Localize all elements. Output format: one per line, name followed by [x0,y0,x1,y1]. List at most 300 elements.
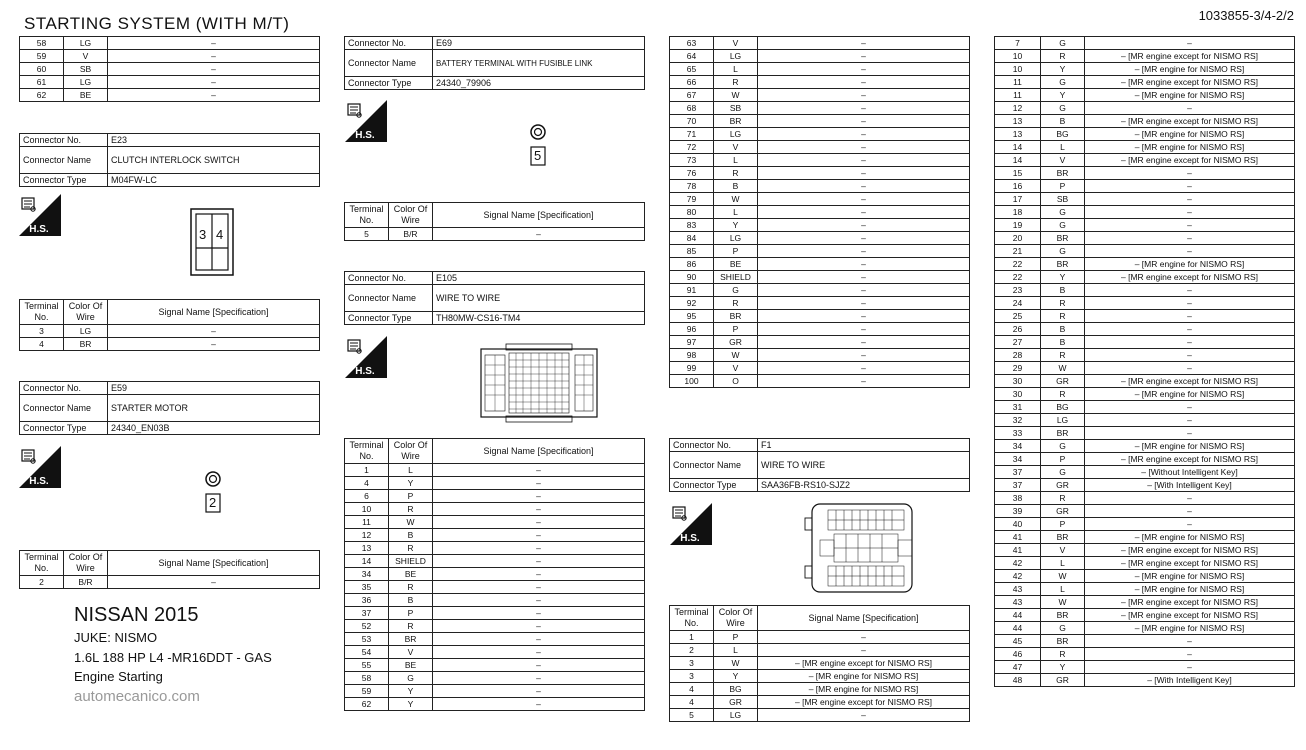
wire-color-cell: Y [389,698,433,711]
signal-name-cell: – [1085,232,1295,245]
signal-name-cell: – [108,338,320,351]
wire-color-cell: BR [714,115,758,128]
wire-color-cell: P [714,323,758,336]
svg-text:H.S.: H.S. [680,533,700,544]
table-row [345,477,645,490]
terminal-no-cell: 14 [995,154,1041,167]
signal-name-cell: – [433,516,645,529]
signal-name-cell: – [433,477,645,490]
signal-name-cell: – [MR engine except for NISMO RS] [758,696,970,709]
signal-name-cell: – [1085,336,1295,349]
terminal-no-cell: 21 [995,245,1041,258]
table-row [345,464,645,477]
table-row [345,555,645,568]
signal-name-cell: – [1085,310,1295,323]
connector-name-value: CLUTCH INTERLOCK SWITCH [108,147,320,174]
wire-color-cell: LG [64,325,108,338]
wire-color-cell: V [1041,154,1085,167]
signal-name-cell: – [MR engine except for NISMO RS] [1085,375,1295,388]
table-row [345,607,645,620]
signal-name-cell: – [1085,518,1295,531]
table-row [670,219,970,232]
wire-color-cell: G [389,672,433,685]
signal-name-cell: – [758,297,970,310]
wire-color-cell: G [1041,440,1085,453]
terminal-no-cell: 68 [670,102,714,115]
table-row [345,568,645,581]
terminal-no-cell: 5 [345,228,389,241]
table-row [345,581,645,594]
terminal-no-cell: 35 [345,581,389,594]
signal-name-cell: – [758,375,970,388]
footer-brand: NISSAN 2015 [74,604,199,626]
terminal-no-cell: 44 [995,622,1041,635]
connector-no-value: E59 [108,382,320,395]
table-row [20,76,320,89]
table-row [995,661,1295,674]
table-row [345,594,645,607]
signal-name-cell: – [1085,635,1295,648]
table-row [995,154,1295,167]
wire-color-cell: GR [1041,375,1085,388]
terminal-no-cell: 4 [345,477,389,490]
terminal-no-cell: 24 [995,297,1041,310]
footer-site: automecanico.com [74,688,200,705]
signal-name-cell: – [433,646,645,659]
wire-color-cell: V [389,646,433,659]
wire-color-cell: BR [1041,531,1085,544]
terminal-no-cell: 99 [670,362,714,375]
terminal-no-cell: 97 [670,336,714,349]
wire-color-cell: BR [64,338,108,351]
signal-name-cell: – [758,362,970,375]
terminal-no-cell: 15 [995,167,1041,180]
table-row [995,323,1295,336]
wire-color-cell: BE [64,89,108,102]
terminal-no-cell: 10 [995,50,1041,63]
terminal-no-cell: 62 [345,698,389,711]
signal-name-cell: – [758,115,970,128]
signal-name-cell: – [758,206,970,219]
table-row [345,620,645,633]
signal-name-cell: – [1085,661,1295,674]
wire-color-cell: L [389,464,433,477]
wire-color-cell: V [64,50,108,63]
terminal-no-cell: 72 [670,141,714,154]
table-row [995,544,1295,557]
terminal-no-cell: 6 [345,490,389,503]
table-row [345,672,645,685]
table-row [345,228,645,241]
color-of-wire-header: Color Of Wire [64,300,108,325]
wire-color-cell: BE [714,258,758,271]
table-row [995,440,1295,453]
wire-color-cell: B/R [64,576,108,589]
signal-name-cell: – [433,568,645,581]
terminal-no-cell: 13 [995,128,1041,141]
table-row [670,644,970,657]
terminal-no-cell: 65 [670,63,714,76]
connector-name-value: BATTERY TERMINAL WITH FUSIBLE LINK [433,50,645,77]
wire-color-cell: Y [389,685,433,698]
terminal-no-cell: 60 [20,63,64,76]
table-row [670,258,970,271]
signal-name-cell: – [MR engine except for NISMO RS] [1085,596,1295,609]
signal-name-header: Signal Name [Specification] [108,551,320,576]
table-row [995,63,1295,76]
table-row [345,698,645,711]
terminal-no-cell: 28 [995,349,1041,362]
wire-color-cell: Y [1041,89,1085,102]
signal-name-cell: – [MR engine except for NISMO RS] [1085,609,1295,622]
wire-color-cell: W [714,349,758,362]
wire-color-cell: R [714,297,758,310]
wire-color-cell: R [714,76,758,89]
signal-name-cell: – [MR engine except for NISMO RS] [1085,557,1295,570]
wire-color-cell: BR [1041,427,1085,440]
table-row [995,271,1295,284]
terminal-no-cell: 47 [995,661,1041,674]
terminal-table-continued-top [19,36,320,102]
terminal-no-cell: 18 [995,206,1041,219]
terminal-no-cell: 42 [995,570,1041,583]
connector-face-e59 [203,470,223,514]
terminal-no-cell: 19 [995,219,1041,232]
table-row [670,193,970,206]
wire-color-cell: GR [1041,505,1085,518]
color-of-wire-header: Color Of Wire [714,606,758,631]
terminal-no-cell: 14 [995,141,1041,154]
terminal-no-cell: 96 [670,323,714,336]
connector-info-e59 [19,381,320,435]
table-row [20,576,320,589]
connector-face-f1 [804,502,920,594]
signal-name-cell: – [433,659,645,672]
terminal-no-cell: 63 [670,37,714,50]
signal-name-cell: – [1085,297,1295,310]
terminal-no-header: Terminal No. [345,203,389,228]
table-row [995,505,1295,518]
wire-color-cell: LG [714,709,758,722]
table-row [670,349,970,362]
terminal-no-cell: 30 [995,388,1041,401]
connector-no-value: E23 [108,134,320,147]
footer-model: JUKE: NISMO [74,630,158,645]
wire-color-cell: GR [714,696,758,709]
terminal-no-cell: 58 [20,37,64,50]
signal-name-cell: – [758,310,970,323]
page-title: STARTING SYSTEM (WITH M/T) [24,14,290,33]
wire-color-cell: L [1041,141,1085,154]
connector-type-label: Connector Type [345,77,433,90]
wire-color-cell: Y [389,477,433,490]
table-row [20,63,320,76]
table-row [20,325,320,338]
table-row [670,336,970,349]
signal-name-cell: – [MR engine for NISMO RS] [1085,622,1295,635]
table-row [345,529,645,542]
signal-name-cell: – [758,141,970,154]
table-row [670,89,970,102]
signal-name-cell: – [1085,193,1295,206]
signal-name-cell: – [108,50,320,63]
wire-color-cell: L [714,154,758,167]
terminal-no-cell: 14 [345,555,389,568]
wire-color-cell: Y [714,219,758,232]
signal-name-cell: – [433,555,645,568]
wire-color-cell: O [714,375,758,388]
terminal-no-cell: 90 [670,271,714,284]
signal-name-cell: – [MR engine for NISMO RS] [1085,128,1295,141]
signal-name-cell: – [MR engine except for NISMO RS] [758,657,970,670]
signal-name-cell: – [758,180,970,193]
signal-name-cell: – [MR engine except for NISMO RS] [1085,271,1295,284]
table-row [670,310,970,323]
wire-color-cell: P [389,607,433,620]
table-row [995,583,1295,596]
connector-info-f1 [669,438,970,492]
wire-color-cell: V [714,37,758,50]
signal-name-cell: – [758,63,970,76]
signal-name-cell: – [MR engine except for NISMO RS] [1085,154,1295,167]
terminal-no-cell: 39 [995,505,1041,518]
signal-name-cell: – [433,698,645,711]
terminal-no-cell: 37 [995,479,1041,492]
terminal-no-cell: 10 [995,63,1041,76]
connector-type-label: Connector Type [670,479,758,492]
table-row [995,674,1295,687]
table-row [995,310,1295,323]
wire-color-cell: B/R [389,228,433,241]
terminal-no-cell: 79 [670,193,714,206]
table-row [670,284,970,297]
table-row [995,349,1295,362]
signal-name-cell: – [MR engine except for NISMO RS] [1085,76,1295,89]
table-row [995,596,1295,609]
table-row [995,180,1295,193]
table-row [345,685,645,698]
connector-name-label: Connector Name [20,147,108,174]
wire-color-cell: P [714,245,758,258]
terminal-no-cell: 11 [345,516,389,529]
wire-color-cell: GR [714,336,758,349]
terminal-table-e23 [19,299,320,351]
wire-color-cell: L [1041,583,1085,596]
table-row [670,50,970,63]
table-row [670,670,970,683]
terminal-no-cell: 11 [995,89,1041,102]
signal-name-cell: – [758,709,970,722]
wire-color-cell: P [389,490,433,503]
table-row [995,245,1295,258]
footer-engine: 1.6L 188 HP L4 -MR16DDT - GAS [74,650,272,665]
connector-type-value: 24340_EN03B [108,422,320,435]
signal-name-cell: – [758,167,970,180]
signal-name-header: Signal Name [Specification] [758,606,970,631]
wire-color-cell: Y [714,670,758,683]
signal-name-cell: – [Without Intelligent Key] [1085,466,1295,479]
terminal-no-cell: 54 [345,646,389,659]
table-row [670,375,970,388]
terminal-no-cell: 44 [995,609,1041,622]
wire-color-cell: GR [1041,479,1085,492]
terminal-no-cell: 84 [670,232,714,245]
signal-name-cell: – [1085,492,1295,505]
table-row [995,375,1295,388]
terminal-no-cell: 34 [995,453,1041,466]
wire-color-cell: LG [714,232,758,245]
signal-name-cell: – [758,258,970,271]
signal-name-cell: – [758,154,970,167]
color-of-wire-header: Color Of Wire [389,439,433,464]
wire-color-cell: R [389,581,433,594]
connector-type-label: Connector Type [20,174,108,187]
signal-name-cell: – [MR engine for NISMO RS] [758,683,970,696]
wire-color-cell: G [714,284,758,297]
wire-color-cell: R [714,167,758,180]
wire-color-cell: LG [714,128,758,141]
table-row [995,167,1295,180]
terminal-no-cell: 92 [670,297,714,310]
signal-name-cell: – [433,490,645,503]
signal-name-cell: – [758,271,970,284]
table-row [995,609,1295,622]
connector-no-label: Connector No. [345,37,433,50]
signal-name-cell: – [433,672,645,685]
wire-color-cell: GR [1041,674,1085,687]
pin-5: 5 [534,148,542,163]
terminal-no-cell: 2 [670,644,714,657]
wire-color-cell: Y [1041,271,1085,284]
wire-color-cell: BR [1041,609,1085,622]
terminal-no-cell: 59 [345,685,389,698]
terminal-no-cell: 80 [670,206,714,219]
wire-color-cell: W [389,516,433,529]
signal-name-cell: – [1085,167,1295,180]
wire-color-cell: R [1041,297,1085,310]
wire-color-cell: B [1041,323,1085,336]
wire-color-cell: R [1041,648,1085,661]
wire-color-cell: B [389,529,433,542]
signal-name-cell: – [MR engine for NISMO RS] [1085,63,1295,76]
table-row [670,362,970,375]
terminal-no-header: Terminal No. [20,551,64,576]
signal-name-cell: – [758,336,970,349]
table-row [670,709,970,722]
wire-color-cell: BR [714,310,758,323]
connector-type-label: Connector Type [20,422,108,435]
terminal-no-cell: 32 [995,414,1041,427]
wire-color-cell: BR [1041,635,1085,648]
wire-color-cell: W [1041,362,1085,375]
terminal-no-cell: 36 [345,594,389,607]
terminal-no-cell: 53 [345,633,389,646]
svg-text:H.S.: H.S. [29,224,49,235]
terminal-no-cell: 41 [995,544,1041,557]
table-row [670,167,970,180]
wire-color-cell: B [1041,115,1085,128]
terminal-no-cell: 17 [995,193,1041,206]
wire-color-cell: B [714,180,758,193]
terminal-no-cell: 7 [995,37,1041,50]
terminal-no-cell: 3 [670,657,714,670]
hs-symbol-e69 [345,100,387,147]
table-row [670,323,970,336]
signal-name-cell: – [MR engine except for NISMO RS] [1085,453,1295,466]
wire-color-cell: R [389,620,433,633]
signal-name-cell: – [758,232,970,245]
table-row [670,657,970,670]
connector-no-value: F1 [758,439,970,452]
terminal-no-cell: 46 [995,648,1041,661]
table-row [995,37,1295,50]
table-row [995,388,1295,401]
signal-name-cell: – [1085,323,1295,336]
color-of-wire-header: Color Of Wire [64,551,108,576]
wire-color-cell: LG [714,50,758,63]
wire-color-cell: L [714,644,758,657]
terminal-no-cell: 59 [20,50,64,63]
signal-name-header: Signal Name [Specification] [108,300,320,325]
signal-name-cell: – [758,50,970,63]
terminal-no-cell: 10 [345,503,389,516]
terminal-no-cell: 20 [995,232,1041,245]
pin-3: 3 [199,227,207,242]
wire-color-cell: Y [1041,661,1085,674]
terminal-no-cell: 91 [670,284,714,297]
terminal-no-cell: 40 [995,518,1041,531]
terminal-no-cell: 61 [20,76,64,89]
signal-name-cell: – [433,633,645,646]
table-row [670,180,970,193]
terminal-no-cell: 33 [995,427,1041,440]
table-row [995,89,1295,102]
wire-color-cell: BE [389,659,433,672]
terminal-no-cell: 22 [995,258,1041,271]
terminal-no-cell: 4 [670,683,714,696]
connector-no-label: Connector No. [20,382,108,395]
terminal-no-cell: 43 [995,583,1041,596]
terminal-no-cell: 13 [995,115,1041,128]
wire-color-cell: B [1041,284,1085,297]
svg-text:H.S.: H.S. [355,366,375,377]
terminal-no-cell: 4 [20,338,64,351]
table-row [995,206,1295,219]
table-row [670,206,970,219]
wire-color-cell: BR [1041,167,1085,180]
table-row [995,414,1295,427]
connector-name-label: Connector Name [345,50,433,77]
signal-name-header: Signal Name [Specification] [433,203,645,228]
connector-type-label: Connector Type [345,312,433,325]
wire-color-cell: LG [1041,414,1085,427]
wire-color-cell: Y [1041,63,1085,76]
connector-info-e69 [344,36,645,90]
wire-color-cell: P [1041,180,1085,193]
wire-color-cell: BR [389,633,433,646]
signal-name-cell: – [433,464,645,477]
wire-color-cell: G [1041,102,1085,115]
signal-name-cell: – [1085,349,1295,362]
terminal-no-cell: 34 [995,440,1041,453]
table-row [20,338,320,351]
terminal-no-cell: 42 [995,557,1041,570]
signal-name-cell: – [1085,245,1295,258]
signal-name-cell: – [433,542,645,555]
signal-name-cell: – [758,193,970,206]
signal-name-cell: – [MR engine for NISMO RS] [1085,583,1295,596]
hs-symbol-e23 [19,194,61,241]
